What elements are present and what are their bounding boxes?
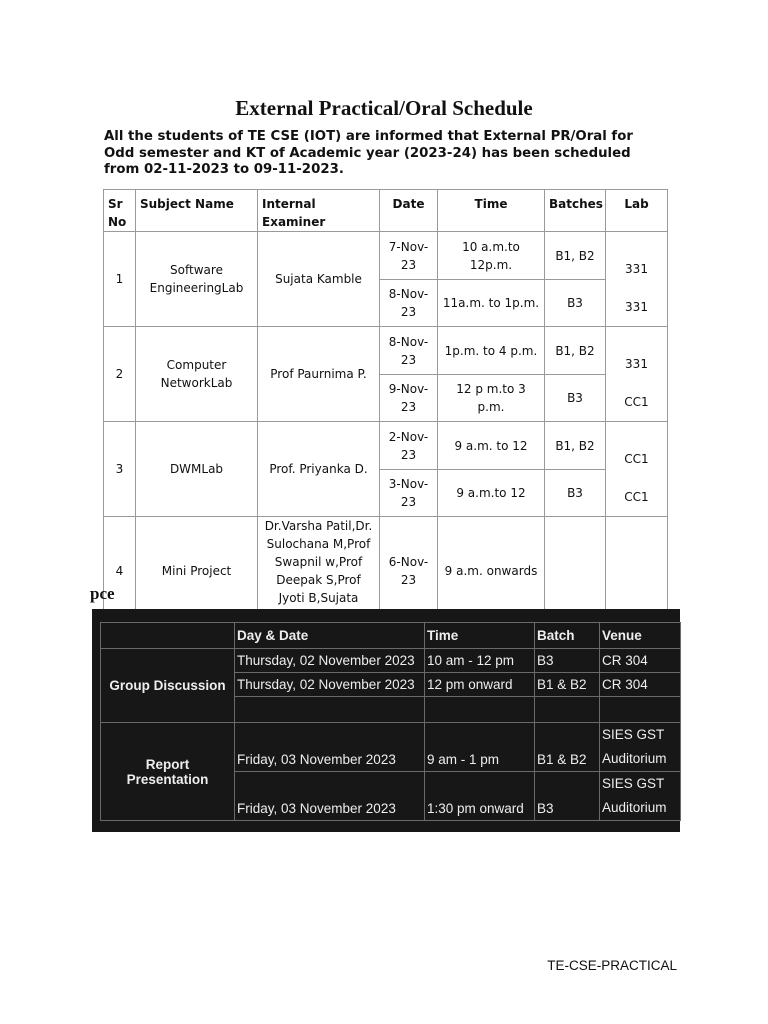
venue-line: Auditorium (602, 800, 667, 815)
time-cell: 11a.m. to 1p.m. (438, 280, 545, 327)
batch-cell: B3 (535, 772, 600, 821)
empty-cell (535, 697, 600, 723)
table-row (104, 232, 668, 280)
table-row (104, 327, 668, 375)
time-cell: 9 a.m. onwards (438, 517, 545, 626)
sr-no-cell: 1 (104, 232, 136, 327)
pce-header-day-date: Day & Date (235, 623, 425, 649)
header-sr-no: Sr No (104, 190, 136, 232)
day-date-cell: Friday, 03 November 2023 (235, 723, 425, 772)
header-time: Time (438, 190, 545, 232)
batches-cell: B3 (545, 280, 606, 327)
pce-header-time: Time (425, 623, 535, 649)
subject-cell: DWMLab (136, 422, 258, 517)
header-subject-name: Subject Name (136, 190, 258, 232)
header-internal-examiner: Internal Examiner (258, 190, 380, 232)
time-cell: 1:30 pm onward (425, 772, 535, 821)
sr-no-cell: 2 (104, 327, 136, 422)
empty-cell (600, 697, 681, 723)
subject-cell: Computer NetworkLab (136, 327, 258, 422)
lab-cell (606, 422, 668, 517)
header-date: Date (380, 190, 438, 232)
batches-cell: B3 (545, 470, 606, 517)
page-title: External Practical/Oral Schedule (235, 96, 533, 120)
lab-value: 331 (625, 300, 648, 314)
subject-cell: Software EngineeringLab (136, 232, 258, 327)
intro-notice: All the students of TE CSE (IOT) are informed that External PR/Oral for Odd semester and KT of Academic year (2023-24) has been scheduled from 02-11-2023 to 09-11-2023. (104, 129, 633, 177)
batch-cell: B1 & B2 (535, 673, 600, 697)
batches-cell: B1, B2 (545, 232, 606, 280)
time-cell: 12 pm onward (425, 673, 535, 697)
time-cell: 1p.m. to 4 p.m. (438, 327, 545, 375)
venue-cell (600, 723, 681, 772)
date-cell: 2-Nov-23 (380, 422, 438, 470)
date-cell: 7-Nov-23 (380, 232, 438, 280)
time-cell: 9 a.m.to 12 (438, 470, 545, 517)
date-cell: 9-Nov-23 (380, 375, 438, 422)
lab-cell (606, 232, 668, 327)
time-cell: 12 p m.to 3 p.m. (438, 375, 545, 422)
pce-row (101, 649, 681, 673)
date-cell: 8-Nov-23 (380, 327, 438, 375)
sr-no-cell: 4 (104, 517, 136, 626)
lab-cell (606, 327, 668, 422)
examiner-cell: Prof. Priyanka D. (258, 422, 380, 517)
day-date-cell: Thursday, 02 November 2023 (235, 649, 425, 673)
batches-cell: B3 (545, 375, 606, 422)
lab-value: CC1 (624, 395, 649, 409)
lab-value: CC1 (624, 490, 649, 504)
date-cell: 8-Nov-23 (380, 280, 438, 327)
venue-cell: CR 304 (600, 673, 681, 697)
lab-value: CC1 (624, 452, 649, 466)
pce-schedule-table (100, 622, 681, 821)
day-date-cell: Friday, 03 November 2023 (235, 772, 425, 821)
batches-cell: B1, B2 (545, 327, 606, 375)
pce-header-venue: Venue (600, 623, 681, 649)
batch-cell: B1 & B2 (535, 723, 600, 772)
date-cell: 3-Nov-23 (380, 470, 438, 517)
lab-value: 331 (625, 357, 648, 371)
pce-label: pce (90, 584, 115, 603)
examiner-cell: Prof Paurnima P. (258, 327, 380, 422)
subject-cell: Mini Project (136, 517, 258, 626)
pce-header-batch: Batch (535, 623, 600, 649)
examiner-cell: Sujata Kamble (258, 232, 380, 327)
date-cell: 6-Nov-23 (380, 517, 438, 626)
time-cell: 10 am - 12 pm (425, 649, 535, 673)
group-discussion-label: Group Discussion (101, 649, 235, 723)
venue-line: SIES GST (602, 776, 665, 791)
venue-line: SIES GST (602, 727, 665, 742)
pce-header-blank (101, 623, 235, 649)
examiner-cell: Dr.Varsha Patil,Dr. Sulochana M,Prof Swapnil w,Prof Deepak S,Prof Jyoti B,Sujata (258, 517, 380, 626)
lab-value: 331 (625, 262, 648, 276)
table-header-row (104, 190, 668, 232)
page-footer: TE-CSE-PRACTICAL (547, 958, 677, 973)
practical-schedule-table (103, 189, 668, 626)
sr-no-cell: 3 (104, 422, 136, 517)
report-presentation-label: Report Presentation (101, 723, 235, 821)
venue-cell: CR 304 (600, 649, 681, 673)
batches-cell: B1, B2 (545, 422, 606, 470)
venue-cell (600, 772, 681, 821)
pce-row (101, 723, 681, 772)
empty-cell (425, 697, 535, 723)
table-row (104, 422, 668, 470)
time-cell: 9 a.m. to 12 (438, 422, 545, 470)
empty-cell (235, 697, 425, 723)
header-batches: Batches (545, 190, 606, 232)
batch-cell: B3 (535, 649, 600, 673)
header-lab: Lab (606, 190, 668, 232)
venue-line: Auditorium (602, 751, 667, 766)
time-cell: 10 a.m.to 12p.m. (438, 232, 545, 280)
day-date-cell: Thursday, 02 November 2023 (235, 673, 425, 697)
time-cell: 9 am - 1 pm (425, 723, 535, 772)
pce-header-row (101, 623, 681, 649)
